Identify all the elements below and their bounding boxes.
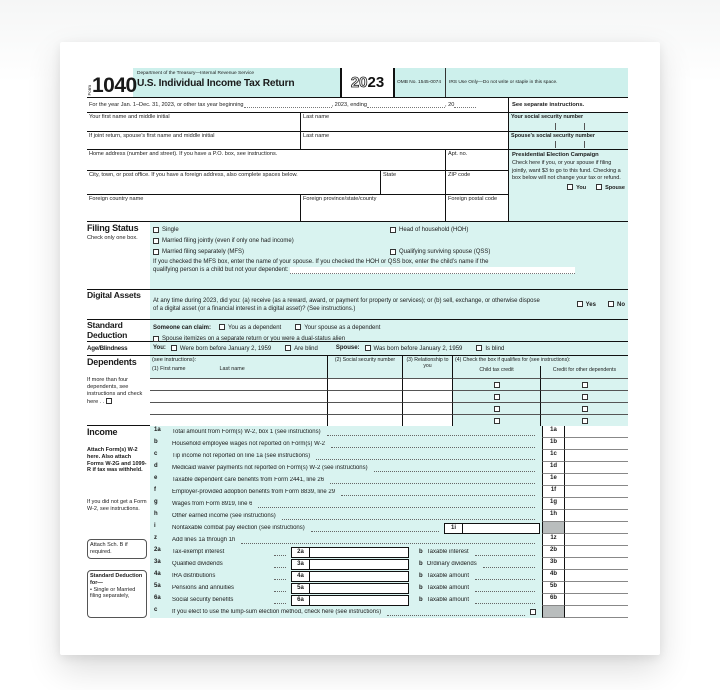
income-box-number: 1a [542, 426, 565, 438]
income-line-body [172, 474, 542, 486]
zip-field[interactable]: ZIP code [445, 171, 508, 194]
omb-number: OMB No. 1545-0074 [395, 68, 445, 97]
tax-year-text-2: , 2023, ending [331, 102, 368, 108]
income-amount-field[interactable] [565, 462, 628, 474]
dependents-col-first-name: (1) First name [152, 366, 186, 372]
income-line-body [172, 534, 542, 546]
spouse-first-name-field[interactable]: If joint return, spouse’s first name and middle initial [89, 133, 215, 139]
inline-amount-field[interactable] [463, 524, 539, 533]
income-margin-std-deduction: Standard Deduction for— • Single or Married filing separately, [87, 570, 147, 618]
income-box-number [542, 606, 565, 618]
income-box-number: 2b [542, 546, 565, 558]
dotted-leader [387, 609, 525, 616]
income-line-number: h [150, 510, 172, 522]
checkbox-icon[interactable] [153, 249, 159, 255]
income-line-f [150, 486, 628, 498]
dependent-relationship-cell[interactable] [402, 378, 452, 390]
dependent-ctc-cell[interactable] [452, 390, 540, 402]
dotted-leader [274, 597, 286, 604]
income-line-b-letter: b [419, 561, 423, 567]
income-line-body [172, 438, 542, 450]
tax-year-beginning-input[interactable] [244, 102, 332, 108]
inline-amount-box [291, 559, 409, 570]
income-line-label: Social security benefits [172, 597, 234, 603]
income-box-number: 4b [542, 570, 565, 582]
foreign-province-field[interactable]: Foreign province/state/county [300, 195, 445, 221]
dependents-col-ctc: Child tax credit [479, 367, 514, 373]
checkbox-icon[interactable] [390, 249, 396, 255]
checkbox-icon[interactable] [285, 345, 291, 351]
tax-year-outline: 20 [350, 74, 368, 91]
inline-amount-field[interactable] [310, 560, 408, 569]
more-than-four-checkbox[interactable] [106, 398, 112, 404]
income-line-body [172, 522, 542, 534]
dependent-ssn-cell[interactable] [327, 378, 402, 390]
filing-status-single[interactable]: Single [153, 224, 390, 235]
dependent-relationship-cell[interactable] [402, 390, 452, 402]
income-amount-field[interactable] [565, 426, 628, 438]
income-line-label: If you elect to use the lump-sum election method, check here (see instructions) [172, 609, 382, 615]
income-line-body [172, 510, 542, 522]
claim-spouse-dependent[interactable]: Your spouse as a dependent [295, 324, 380, 331]
income-box-number [542, 522, 565, 534]
income-line-number: 2a [150, 546, 172, 558]
income-line-label: IRA distributions [172, 573, 216, 579]
filing-status-mfj[interactable]: Married filing jointly (even if only one had income) [153, 235, 390, 246]
dependent-ctc-cell[interactable] [452, 414, 540, 426]
income-line-number: 6a [150, 594, 172, 606]
income-amount-field[interactable] [565, 522, 628, 534]
income-line-d [150, 462, 628, 474]
income-margin-sch-b: Attach Sch. B if required. [87, 539, 147, 559]
inline-amount-box [444, 523, 540, 534]
filing-status-hoh[interactable]: Head of household (HOH) [390, 224, 625, 235]
income-amount-field[interactable] [565, 594, 628, 606]
dotted-leader [341, 489, 535, 496]
income-line-body [172, 570, 542, 582]
checkbox-icon[interactable] [494, 406, 500, 412]
dependent-relationship-cell[interactable] [402, 414, 452, 426]
checkbox-icon[interactable] [582, 406, 588, 412]
dependent-ssn-cell[interactable] [327, 414, 402, 426]
foreign-postal-field[interactable]: Foreign postal code [445, 195, 508, 221]
inline-amount-box [291, 595, 409, 606]
inline-amount-field[interactable] [310, 548, 408, 557]
checkbox-icon[interactable] [219, 324, 225, 330]
income-line-number: 1a [150, 426, 172, 438]
income-line-number: z [150, 534, 172, 546]
checkbox-icon[interactable] [390, 227, 396, 233]
income-line-label: Pensions and annuities [172, 585, 235, 591]
spouse-itemizes[interactable]: Spouse itemizes on a separate return or you were a dual-status alien [153, 333, 625, 344]
income-line-body [172, 606, 542, 618]
filing-status-qss[interactable]: Qualifying surviving spouse (QSS) [390, 246, 625, 257]
tax-year-row [87, 97, 628, 112]
income-line-label: Tax-exempt interest [172, 549, 225, 555]
dependents-col-relationship: (3) Relationship to you [402, 356, 452, 378]
tax-year-yy-input[interactable] [454, 102, 476, 108]
dependents-margin-note: If more than four dependents, see instructions and check here . . [87, 377, 143, 405]
income-line-body [172, 462, 542, 474]
state-field[interactable]: State [380, 171, 445, 194]
income-line-c [150, 450, 628, 462]
dependent-ctc-cell[interactable] [452, 402, 540, 414]
first-name-field[interactable]: Your first name and middle initial [89, 114, 170, 120]
identity-section [87, 112, 628, 221]
checkbox-icon[interactable] [582, 418, 588, 424]
inline-box-number: 5a [292, 584, 310, 593]
digital-assets-no[interactable]: No [608, 301, 625, 308]
dependents-section [87, 355, 628, 425]
foreign-country-field[interactable]: Foreign country name [89, 196, 144, 202]
income-box-number: 1f [542, 486, 565, 498]
dependent-row [150, 402, 628, 414]
income-amount-field[interactable] [565, 582, 628, 594]
income-line-2a [150, 546, 628, 558]
dotted-leader [475, 573, 535, 580]
income-line-number: g [150, 498, 172, 510]
checkbox-icon[interactable] [365, 345, 371, 351]
dotted-leader [311, 525, 439, 532]
income-amount-field[interactable] [565, 498, 628, 510]
spouse-is-blind[interactable]: Is blind [476, 345, 504, 352]
income-line-body [172, 594, 542, 606]
income-line-b-label: Taxable amount [426, 597, 470, 603]
income-line-number: 4a [150, 570, 172, 582]
dotted-leader [274, 549, 286, 556]
checkbox-icon[interactable] [171, 345, 177, 351]
income-box-number: 1z [542, 534, 565, 546]
income-line-label: Qualified dividends [172, 561, 223, 567]
you-are-blind[interactable]: Are blind [285, 345, 318, 352]
checkbox-icon[interactable] [567, 184, 573, 190]
apt-no-field[interactable]: Apt. no. [445, 150, 508, 170]
inline-amount-field[interactable] [310, 584, 408, 593]
income-line-b-label: Taxable amount [426, 585, 470, 591]
tax-year-text-1: For the year Jan. 1–Dec. 31, 2023, or other tax year beginning [89, 102, 244, 108]
income-line-body [172, 486, 542, 498]
standard-deduction-title: Standard Deduction [87, 320, 128, 340]
income-line-body [172, 450, 542, 462]
lump-sum-checkbox[interactable] [530, 609, 536, 615]
checkbox-icon[interactable] [494, 418, 500, 424]
dependents-col-qualifies: (4) Check the box if qualifies for (see instructions): [455, 357, 571, 363]
age-spouse-label: Spouse: [335, 345, 360, 351]
dependent-other-credit-cell[interactable] [540, 414, 628, 426]
income-line-number: i [150, 522, 172, 534]
dependent-row [150, 378, 628, 390]
income-margin-no-w2: If you did not get a Form W-2, see instructions. [87, 499, 147, 512]
income-box-number: 1d [542, 462, 565, 474]
income-line-5a [150, 582, 628, 594]
age-you-label: You: [153, 345, 166, 351]
dependents-col-last-name: Last name [219, 366, 245, 372]
filing-status-subtitle: Check only one box. [87, 235, 138, 241]
dependent-row [150, 414, 628, 426]
standard-deduction-section [87, 319, 628, 341]
someone-can-claim-label: Someone can claim: [153, 324, 212, 331]
income-line-body [172, 582, 542, 594]
mfs-note-line2: qualifying person is a child but not your dependent: [153, 267, 289, 273]
income-amount-field[interactable] [565, 474, 628, 486]
dotted-leader [241, 537, 535, 544]
income-line-e [150, 474, 628, 486]
dependent-ssn-cell[interactable] [327, 390, 402, 402]
income-section [87, 425, 628, 617]
last-name-field[interactable]: Last name [300, 113, 508, 131]
pec-text: Check here if you, or your spouse if filing jointly, want $3 to go to this fund. Checking a box below will not change your tax or refund. [512, 160, 621, 181]
tax-year-text-3: , 20 [445, 102, 455, 108]
dotted-leader [374, 465, 535, 472]
income-line-h [150, 510, 628, 522]
income-box-number: 1c [542, 450, 565, 462]
checkbox-icon[interactable] [596, 184, 602, 190]
inline-amount-field[interactable] [310, 572, 408, 581]
pec-you-checkbox[interactable]: You [567, 184, 586, 192]
spouse-ssn-field[interactable]: Spouse’s social security number [509, 131, 628, 149]
inline-amount-box [291, 571, 409, 582]
home-address-field[interactable]: Home address (number and street). If you have a P.O. box, see instructions. [89, 151, 278, 157]
income-line-number: e [150, 474, 172, 486]
inline-box-number: 2a [292, 548, 310, 557]
income-line-body [172, 498, 542, 510]
income-line-number: c [150, 606, 172, 618]
dotted-leader [316, 453, 535, 460]
checkbox-icon[interactable] [577, 301, 583, 307]
city-field[interactable]: City, town, or post office. If you have a foreign address, also complete spaces below. [89, 172, 298, 178]
dotted-leader [274, 561, 286, 568]
dependent-name-cell[interactable] [150, 402, 327, 414]
checkbox-icon[interactable] [476, 345, 482, 351]
income-line-body [172, 546, 542, 558]
income-box-number: 1g [542, 498, 565, 510]
tax-year-solid: 23 [367, 74, 385, 91]
inline-box-number: 4a [292, 572, 310, 581]
income-line-b-letter: b [419, 585, 423, 591]
age-blindness-section [87, 341, 628, 355]
inline-amount-box [291, 583, 409, 594]
presidential-election-campaign [509, 149, 628, 221]
inline-amount-box [291, 547, 409, 558]
dependent-other-credit-cell[interactable] [540, 402, 628, 414]
income-line-g [150, 498, 628, 510]
tax-year-ending-input[interactable] [367, 102, 445, 108]
dotted-leader [274, 585, 286, 592]
dependent-name-cell[interactable] [150, 378, 327, 390]
checkbox-icon[interactable] [153, 238, 159, 244]
checkbox-icon[interactable] [582, 382, 588, 388]
income-amount-field[interactable] [565, 606, 628, 618]
income-line-c [150, 606, 628, 618]
spouse-ssn-box-dividers [527, 141, 597, 148]
dependent-ssn-cell[interactable] [327, 402, 402, 414]
income-line-label: Employer-provided adoption benefits from Form 8839, line 29 [172, 489, 336, 495]
income-line-4a [150, 570, 628, 582]
income-line-number: 3a [150, 558, 172, 570]
checkbox-icon[interactable] [295, 324, 301, 330]
inline-amount-field[interactable] [310, 596, 408, 605]
dotted-leader [258, 501, 535, 508]
pec-title: Presidential Election Campaign [512, 152, 599, 158]
income-line-z [150, 534, 628, 546]
income-line-body [172, 426, 542, 438]
income-line-number: f [150, 486, 172, 498]
claim-you-dependent[interactable]: You as a dependent [219, 324, 281, 331]
income-amount-field[interactable] [565, 558, 628, 570]
checkbox-icon[interactable] [153, 227, 159, 233]
income-amount-field[interactable] [565, 510, 628, 522]
filing-status-section [87, 221, 628, 289]
income-title: Income [87, 427, 118, 437]
income-line-b-letter: b [419, 597, 423, 603]
dotted-leader [282, 513, 535, 520]
dotted-leader [327, 429, 535, 436]
income-line-label: Total amount from Form(s) W-2, box 1 (see instructions) [172, 429, 321, 435]
dependents-col-other-credit: Credit for other dependents [540, 366, 628, 378]
income-margin-attach-w2: Attach Form(s) W-2 here. Also attach Forms W-2G and 1099-R if tax was withheld. [87, 447, 147, 474]
income-line-number: c [150, 450, 172, 462]
ssn-field[interactable]: Your social security number [509, 113, 628, 131]
department-label: Department of the Treasury—Internal Revenue Service [137, 71, 255, 76]
age-blindness-title: Age/Blindness [87, 345, 128, 352]
filing-status-title: Filing Status [87, 223, 139, 233]
mfs-note-line1: If you checked the MFS box, enter the name of your spouse. If you checked the HOH or QSS box, enter the child’s name if the [153, 259, 489, 265]
qualifying-child-name-input[interactable] [290, 267, 575, 274]
dependent-other-credit-cell[interactable] [540, 378, 628, 390]
checkbox-icon[interactable] [494, 382, 500, 388]
income-box-number: 1e [542, 474, 565, 486]
income-line-label: Household employee wages not reported on Form(s) W-2 [172, 441, 325, 447]
inline-box-number: 3a [292, 560, 310, 569]
form-1040-page [60, 42, 660, 655]
income-box-number: 3b [542, 558, 565, 570]
pec-spouse-checkbox[interactable]: Spouse [596, 184, 625, 192]
income-box-number: 6b [542, 594, 565, 606]
you-born-before-1959[interactable]: Were born before January 2, 1959 [171, 345, 271, 352]
inline-box-number: 1i [445, 524, 463, 533]
form-title: U.S. Individual Income Tax Return [137, 78, 295, 89]
dotted-leader [475, 597, 535, 604]
spouse-born-before-1959[interactable]: Was born before January 2, 1959 [365, 345, 463, 352]
income-line-number: d [150, 462, 172, 474]
income-amount-field[interactable] [565, 450, 628, 462]
income-line-b-letter: b [419, 549, 423, 555]
income-line-label: Medicaid waiver payments not reported on Form(s) W-2 (see instructions) [172, 465, 368, 471]
digital-assets-yes[interactable]: Yes [577, 301, 596, 308]
dotted-leader [331, 441, 535, 448]
income-line-label: Wages from Form 8919, line 6 [172, 501, 253, 507]
income-line-label: Other earned income (see instructions) [172, 513, 276, 519]
dotted-leader [475, 549, 535, 556]
income-line-label: Tip income not reported on line 1a (see instructions) [172, 453, 311, 459]
income-line-label: Taxable dependent care benefits from Form 2441, line 26 [172, 477, 325, 483]
income-line-b [150, 438, 628, 450]
dotted-leader [274, 573, 286, 580]
dependents-see-instructions: (see instructions): [152, 357, 197, 363]
inline-box-number: 6a [292, 596, 310, 605]
income-line-label: Add lines 1a through 1h [172, 537, 236, 543]
income-amount-field[interactable] [565, 534, 628, 546]
income-amount-field[interactable] [565, 546, 628, 558]
form-word-label: Form [87, 84, 92, 95]
digital-assets-title: Digital Assets [87, 290, 141, 300]
income-line-number: 5a [150, 582, 172, 594]
income-line-6a [150, 594, 628, 606]
form-number-block [87, 68, 137, 97]
income-box-number: 1b [542, 438, 565, 450]
form-header [87, 68, 628, 97]
tax-year-box [340, 68, 395, 97]
dependent-relationship-cell[interactable] [402, 402, 452, 414]
checkbox-icon[interactable] [153, 336, 159, 342]
income-line-b-label: Ordinary dividends [426, 561, 477, 567]
income-line-number: b [150, 438, 172, 450]
dependents-col-ssn: (2) Social security number [327, 356, 402, 378]
dependent-name-cell[interactable] [150, 414, 327, 426]
income-line-i [150, 522, 628, 534]
irs-use-only-label: IRS Use Only—Do not write or staple in this space. [445, 68, 628, 97]
filing-status-mfs[interactable]: Married filing separately (MFS) [153, 246, 390, 257]
dependent-name-cell[interactable] [150, 390, 327, 402]
income-line-label: Nontaxable combat pay election (see instructions) [172, 525, 305, 531]
income-box-number: 5b [542, 582, 565, 594]
form-title-block [133, 68, 340, 97]
digital-assets-question: At any time during 2023, did you: (a) receive (as a reward, award, or payment for property or services); or (b) sell, exchange, or otherwise dispose of a digital asset (or a financial interest in a digital asset)? (See instructions.) [153, 297, 540, 312]
income-line-b-label: Taxable interest [426, 549, 469, 555]
income-amount-field[interactable] [565, 570, 628, 582]
income-amount-field[interactable] [565, 486, 628, 498]
dotted-leader [475, 585, 535, 592]
dependents-title: Dependents [87, 357, 137, 367]
income-box-number: 1h [542, 510, 565, 522]
checkbox-icon[interactable] [582, 394, 588, 400]
dotted-leader [330, 477, 535, 484]
dotted-leader [483, 561, 535, 568]
see-separate-instructions: See separate instructions. [508, 98, 628, 112]
income-line-1a [150, 426, 628, 438]
dependent-row [150, 390, 628, 402]
digital-assets-section [87, 289, 628, 319]
spouse-last-name-field[interactable]: Last name [300, 132, 508, 149]
income-line-b-letter: b [419, 573, 423, 579]
income-line-3a [150, 558, 628, 570]
income-line-b-label: Taxable amount [426, 573, 470, 579]
form-content [87, 68, 628, 617]
dependent-other-credit-cell[interactable] [540, 390, 628, 402]
form-number: 1040 [92, 74, 137, 97]
checkbox-icon[interactable] [608, 301, 614, 307]
income-amount-field[interactable] [565, 438, 628, 450]
income-line-body [172, 558, 542, 570]
ssn-box-dividers [527, 123, 597, 130]
checkbox-icon[interactable] [494, 394, 500, 400]
dependent-ctc-cell[interactable] [452, 378, 540, 390]
